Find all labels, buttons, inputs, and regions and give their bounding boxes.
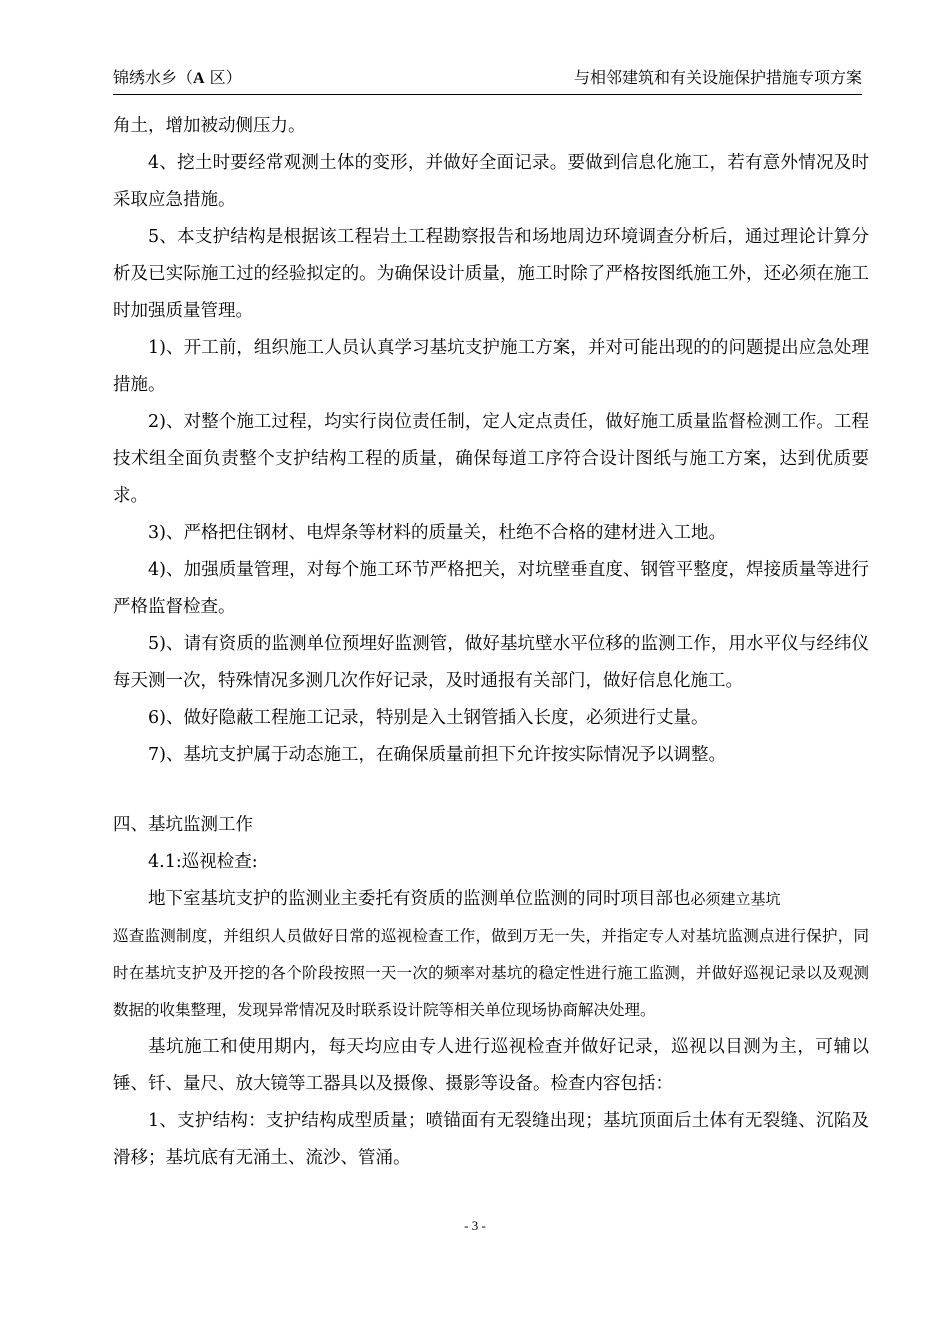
header-left-prefix: 锦绣水乡（ — [113, 68, 194, 87]
paragraph-monitoring-main: 地下室基坑支护的监测业主委托有资质的监测单位监测的同时项目部也 — [148, 889, 691, 909]
paragraph-subitem-6: 6)、做好隐蔽工程施工记录，特别是入土钢管插入长度，必须进行丈量。 — [148, 708, 709, 728]
paragraph-inspection: 基坑施工和使用期内，每天均应由专人进行巡视检查并做好记录，巡视以目测为主，可辅以锤、钎、量尺、放大镜等工器具以及摄像、摄影等设备。检查内容包括： — [113, 1037, 869, 1094]
document-body — [113, 108, 869, 1177]
paragraph-monitoring-small: 必须建立基坑 — [690, 890, 781, 908]
paragraph-subitem-4: 4)、加强质量管理，对每个施工环节严格把关，对坑壁垂直度、钢管平整度，焊接质量等进行严格监督检查。 — [113, 560, 869, 617]
paragraph-item-5: 5、本支护结构是根据该工程岩土工程勘察报告和场地周边环境调查分析后，通过理论计算分析及已实际施工过的经验拟定的。为确保设计质量，施工时除了严格按图纸施工外，还必须在施工时加强质量管理。 — [113, 227, 869, 321]
page-number: - 3 - — [464, 1218, 486, 1233]
page-header — [113, 66, 862, 95]
paragraph-subitem-2: 2)、对整个施工过程，均实行岗位责任制，定人定点责任，做好施工质量监督检测工作。工程技术组全面负责整个支护结构工程的质量，确保每道工序符合设计图纸与施工方案，达到优质要求。 — [113, 412, 869, 506]
paragraph-subitem-5: 5)、请有资质的监测单位预埋好监测管，做好基坑壁水平位移的监测工作，用水平仪与经纬仪每天测一次，特殊情况多测几次作好记录，及时通报有关部门，做好信息化施工。 — [113, 634, 869, 691]
paragraph-subitem-1: 1)、开工前，组织施工人员认真学习基坑支护施工方案，并对可能出现的的问题提出应急处理措施。 — [113, 338, 869, 395]
paragraph-subitem-3: 3)、严格把住钢材、电焊条等材料的质量关，杜绝不合格的建材进入工地。 — [148, 523, 726, 543]
subsection-title: 4.1:巡视检查: — [148, 852, 258, 872]
section-spacer — [113, 774, 869, 807]
paragraph-monitoring-intro — [113, 881, 869, 918]
paragraph-monitoring-body: 巡查监测制度，并组织人员做好日常的巡视检查工作，做到万无一失，并指定专人对基坑监测点进行保护，同时在基坑支护及开挖的各个阶段按照一天一次的频率对基坑的稳定性进行施工监测，并做好巡视记录以及观测数据的收集整理，发现异常情况及时联系设计院等相关单位现场协商解决处理。 — [113, 927, 869, 1019]
header-document-title: 与相邻建筑和有关设施保护措施专项方案 — [573, 68, 862, 87]
header-left-bold: A — [193, 70, 205, 87]
paragraph-subitem-7: 7)、基坑支护属于动态施工，在确保质量前担下允许按实际情况予以调整。 — [148, 745, 726, 765]
paragraph-support-structure: 1、支护结构：支护结构成型质量；喷锚面有无裂缝出现；基坑顶面后土体有无裂缝、沉陷及滑移；基坑底有无涌土、流沙、管涌。 — [113, 1111, 869, 1168]
header-left-suffix: 区） — [204, 68, 242, 87]
header-project-name — [113, 68, 242, 89]
paragraph-item-4: 4、挖土时要经常观测土体的变形，并做好全面记录。要做到信息化施工，若有意外情况及时采取应急措施。 — [113, 153, 869, 210]
section-title: 四、基坑监测工作 — [113, 815, 253, 835]
paragraph-continuation: 角土，增加被动侧压力。 — [113, 116, 306, 136]
